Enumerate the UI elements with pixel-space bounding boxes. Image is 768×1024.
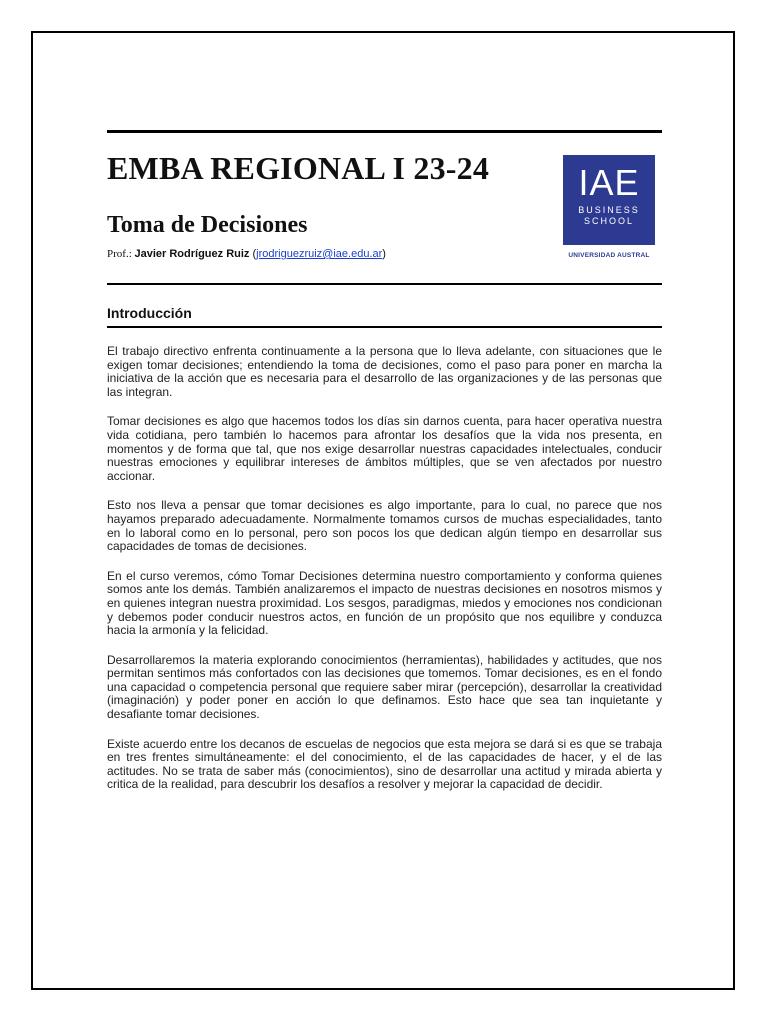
body-text — [107, 345, 662, 808]
iae-logo — [563, 155, 655, 245]
course-name: Toma de Decisiones — [107, 212, 308, 238]
paragraph: Existe acuerdo entre los decanos de escuelas de negocios que esta mejora se dará si es que se trabaja en tres frentes simultáneamente: el del conocimiento, el de las capacidades de hacer, y el de las actitudes. No se trata de saber más (conocimientos), sino de desarrollar una actitud y mirada abierta y critica de la realidad, para descubrir los desafíos a resolver y mejorar la capacidad de decidir. — [107, 736, 662, 792]
professor-paren-close: ) — [382, 248, 386, 260]
top-divider — [107, 130, 662, 133]
header-divider — [107, 283, 662, 285]
course-title — [107, 212, 307, 239]
professor-paren-open: ( — [249, 248, 257, 260]
paragraph: El trabajo directivo enfrenta continuamente a la persona que lo lleva adelante, con situaciones que le exigen tomar decisiones; entendiendo la toma de decisiones, como el paso para poner en marcha la iniciativa de la acción que es necesaria para el desarrollo de las organizaciones y de las personas que las integran. — [107, 344, 662, 399]
logo-business-school — [563, 205, 655, 227]
paragraph: Tomar decisiones es algo que hacemos todos los días sin darnos cuenta, para hacer operativa nuestra vida cotidiana, pero también lo hacemos para afrontar los desafíos que la vida nos presenta, en momentos y de forma que tal, que nos exige desarrollar nuestras capacidades intelectuales, conducir nuestras emociones y equilibrar intereses de ámbitos múltiples, que se ven afectados por nuestro accionar. — [107, 414, 662, 483]
paragraph: Desarrollaremos la materia explorando conocimientos (herramientas), habilidades y actitudes, que nos permitan sentimos más confortados con las decisiones que tomemos. Tomar decisiones, es en el fondo una capacidad o competencia personal que requiere saber mirar (percepción), desarrollar la creatividad (imaginación) y poder poner en acción lo que definamos. Esto hace que sea tan inquietante y desafiante tomar decisiones. — [107, 652, 662, 722]
paragraph: En el curso veremos, cómo Tomar Decisiones determina nuestro comportamiento y conforma quienes somos ante los demás. También analizaremos el impacto de nuestras decisiones en nosotros mismos y en quienes integran nuestra proximidad. Los sesgos, paradigmas, miedos y emociones nos condicionan y debemos poder conducir nuestros actos, en función de un propósito que nos equilibre y conduzca hacia la armonía y la felicidad. — [107, 568, 662, 638]
professor-label: Prof.: — [107, 248, 135, 260]
logo-school-text: SCHOOL — [583, 216, 634, 226]
professor-line — [107, 248, 386, 260]
logo-business-text: BUSINESS — [578, 205, 640, 215]
section-divider — [107, 326, 662, 328]
professor-name: Javier Rodríguez Ruiz — [134, 248, 250, 260]
logo-university-text: UNIVERSIDAD AUSTRAL — [568, 252, 650, 259]
paragraph: Esto nos lleva a pensar que tomar decisiones es algo importante, para lo cual, no parece que nos hayamos preparado adecuadamente. Normalmente tomamos cursos de muchas especialidades, tanto en lo laboral como en lo personal, pero son pocos los que dedican algún tiempo en desarrollar sus capacidades de tomas de decisiones. — [107, 498, 662, 554]
professor-email-link[interactable]: jrodriguezruiz@iae.edu.ar — [256, 248, 383, 260]
logo-iae-text: IAE — [578, 162, 640, 203]
program-title: EMBA REGIONAL I 23-24 — [107, 150, 490, 186]
section-title: Introducción — [107, 305, 192, 321]
